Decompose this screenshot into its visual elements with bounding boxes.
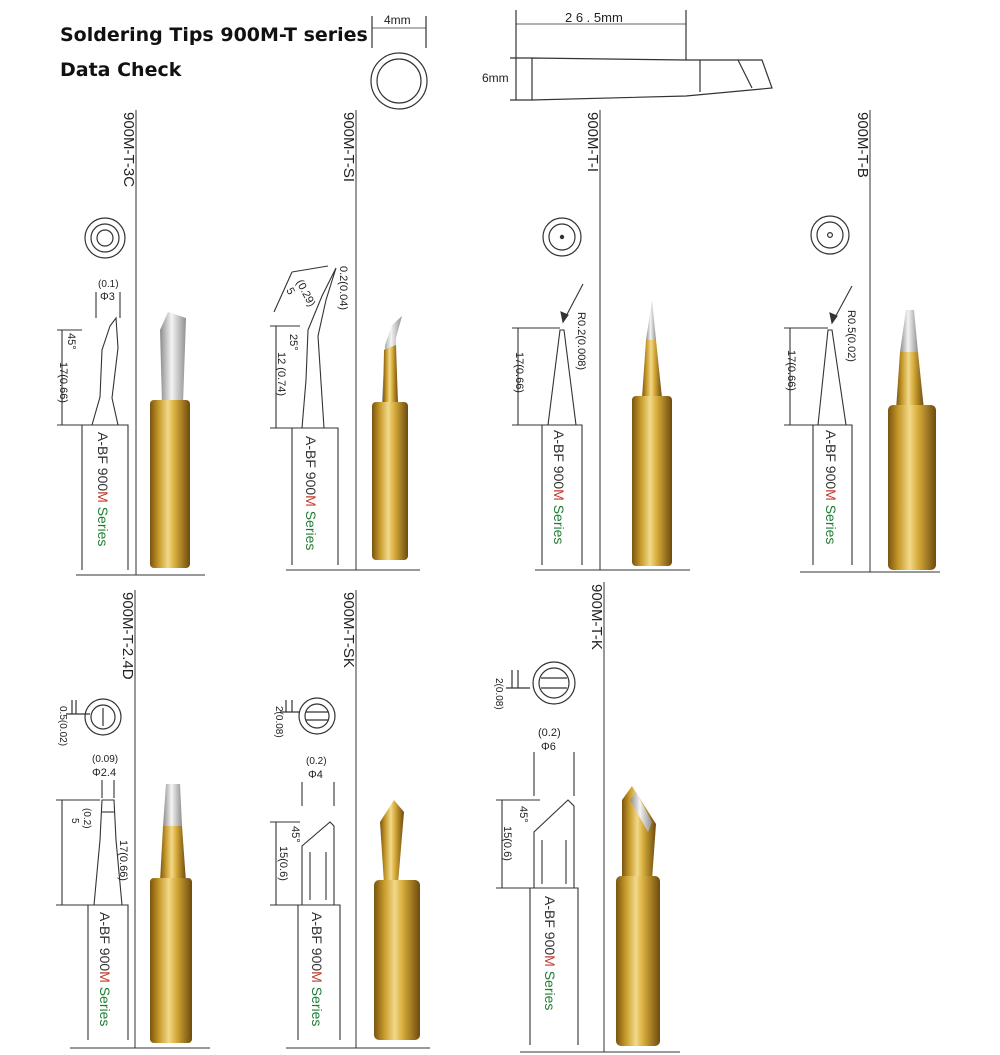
length-label: 12 (0.74) (275, 352, 287, 397)
outline-drawing (512, 284, 583, 565)
tip-photo (616, 786, 660, 1046)
tolerance-label: (0.2) (538, 727, 561, 739)
end-view-icon (280, 698, 335, 734)
length-label: 17(0.66) (513, 352, 525, 393)
length-label: 17(0.66) (57, 362, 69, 403)
height-label: 6mm (482, 71, 509, 85)
diameter-label: Φ4 (308, 769, 323, 781)
length-label: 2 6 . 5mm (565, 10, 623, 25)
end-view-icon (506, 662, 575, 704)
angle-label: 45° (289, 826, 301, 843)
brand-label: A-BF 900M Series (823, 430, 839, 545)
angle-label: 45° (517, 806, 529, 823)
radius-label: R0.5(0.02) (845, 310, 857, 362)
general-dimensions (371, 10, 772, 109)
end-view-icon (85, 218, 125, 258)
tip-card-i (512, 110, 690, 570)
angle-label: 45° (65, 333, 77, 350)
model-label: 900M-T-I (584, 112, 601, 173)
tip-card-2-4d (56, 590, 210, 1048)
brand-label: A-BF 900M Series (97, 912, 113, 1027)
brand-label: A-BF 900M Series (309, 912, 325, 1027)
tip-photo (372, 316, 408, 560)
outline-drawing (496, 752, 578, 1045)
diameter-label: Φ6 (541, 741, 556, 753)
tip-card-b (784, 110, 940, 572)
page-title: Soldering Tips 900M-T series (60, 24, 368, 46)
angle-label: 25° (287, 334, 299, 351)
outline-drawing (270, 782, 340, 1040)
thickness-label: 0.5(0.02) (57, 706, 68, 747)
end-view-icon (66, 699, 121, 735)
end-view-icon (543, 218, 581, 256)
thickness-label: 2(0.08) (273, 706, 284, 738)
model-label: 900M-T-3C (120, 112, 137, 188)
tip-tolerance-label: (0.2) (81, 808, 92, 829)
length-label: 17(0.66) (117, 840, 129, 881)
model-label: 900M-T-2.4D (119, 592, 136, 680)
tip-card-sk (270, 590, 430, 1048)
model-label: 900M-T-B (854, 112, 871, 178)
tip-photo (150, 312, 190, 568)
tolerance-label: (0.09) (92, 754, 119, 765)
diameter-label: Φ2.4 (92, 767, 117, 779)
tip-card-k (493, 582, 680, 1052)
tip-length-label: 5 (69, 818, 80, 824)
length-label: 17(0.66) (785, 350, 797, 391)
tolerance-label: (0.1) (98, 279, 119, 290)
radius-label: R0.2(0.008) (575, 312, 587, 371)
diameter-label: 4mm (384, 13, 411, 27)
length-label: 15(0.6) (501, 826, 513, 861)
brand-label: A-BF 900M Series (542, 896, 558, 1011)
end-view-icon (811, 216, 849, 254)
tip-photo (888, 310, 936, 570)
brand-label: A-BF 900M Series (551, 430, 567, 545)
tip-photo (150, 784, 192, 1043)
model-label: 900M-T-K (588, 584, 605, 650)
tip-photo (374, 800, 420, 1040)
tip-card-si (270, 110, 420, 570)
tolerance-label: (0.2) (306, 756, 327, 767)
tip-card-3c (57, 110, 205, 575)
end-view-circle (371, 16, 427, 109)
page-subtitle: Data Check (60, 59, 182, 81)
brand-label: A-BF 900M Series (95, 432, 111, 547)
thickness-label: 2(0.08) (493, 678, 504, 710)
tip-photo (632, 300, 672, 566)
tip-width-label: 0.2(0.04) (337, 266, 349, 311)
bend-tolerance-label: (0.29) (293, 277, 318, 309)
brand-label: A-BF 900M Series (303, 436, 319, 551)
model-label: 900M-T-SI (340, 112, 357, 183)
outline-drawing (784, 286, 852, 565)
bend-length-label: 5 (283, 285, 297, 297)
diameter-label: Φ3 (100, 291, 115, 303)
model-label: 900M-T-SK (340, 592, 357, 668)
length-label: 15(0.6) (277, 846, 289, 881)
side-view-tip (510, 10, 772, 100)
